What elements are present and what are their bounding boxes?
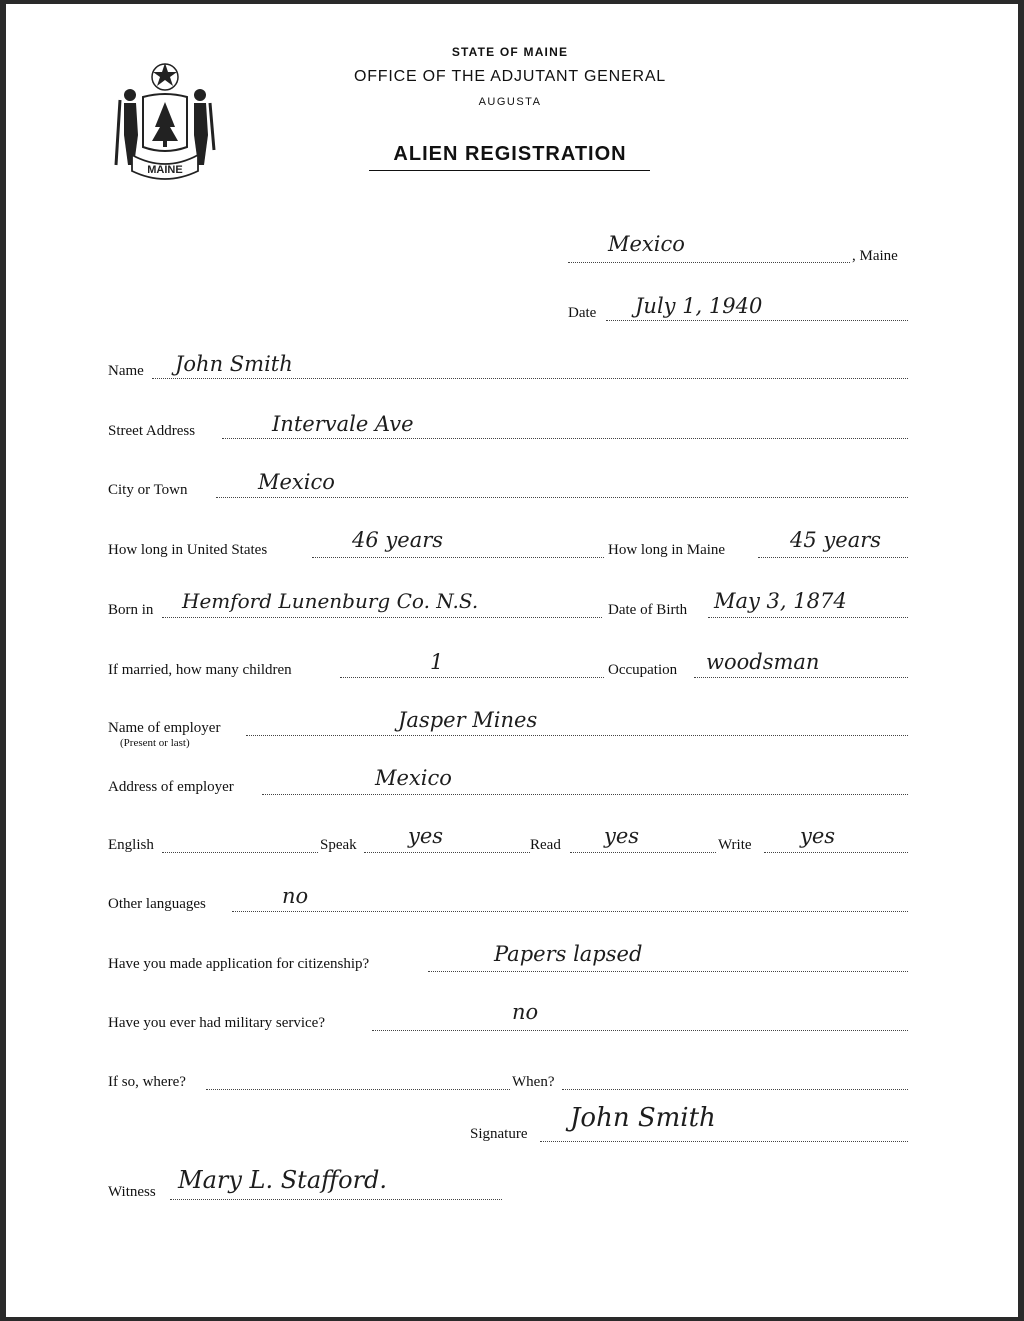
born-in-label: Born in bbox=[108, 602, 154, 618]
employer-address-value: Mexico bbox=[375, 766, 452, 790]
street-value: Intervale Ave bbox=[272, 412, 414, 436]
when-line bbox=[562, 1089, 908, 1090]
city-town-value: Mexico bbox=[258, 470, 335, 494]
document-page bbox=[6, 4, 1018, 1317]
header-office: OFFICE OF THE ADJUTANT GENERAL bbox=[353, 68, 667, 85]
city-town-line bbox=[216, 497, 908, 498]
date-label: Date bbox=[568, 305, 597, 321]
occupation-value: woodsman bbox=[706, 650, 820, 674]
witness-line bbox=[170, 1199, 502, 1200]
employer-name-label: Name of employer bbox=[108, 720, 221, 736]
born-in-line bbox=[162, 617, 602, 618]
speak-label: Speak bbox=[320, 837, 357, 853]
how-long-maine-value: 45 years bbox=[790, 528, 882, 552]
english-label: English bbox=[108, 837, 154, 853]
speak-line bbox=[364, 852, 530, 853]
citizenship-value: Papers lapsed bbox=[494, 942, 643, 966]
date-line bbox=[606, 320, 908, 321]
name-label: Name bbox=[108, 363, 144, 379]
military-line bbox=[372, 1030, 908, 1031]
witness-value: Mary L. Stafford. bbox=[178, 1166, 388, 1194]
date-of-birth-label: Date of Birth bbox=[608, 602, 688, 618]
read-line bbox=[570, 852, 716, 853]
maine-label: , Maine bbox=[852, 248, 898, 264]
how-long-us-value: 46 years bbox=[352, 528, 444, 552]
employer-name-line bbox=[246, 735, 908, 736]
where-label: If so, where? bbox=[108, 1074, 186, 1090]
how-long-maine-line bbox=[758, 557, 908, 558]
town-value: Mexico bbox=[608, 232, 685, 256]
header-city: AUGUSTA bbox=[478, 96, 542, 108]
signature-line bbox=[540, 1141, 908, 1142]
children-label: If married, how many children bbox=[108, 662, 292, 678]
city-town-label: City or Town bbox=[108, 482, 188, 498]
occupation-line bbox=[694, 677, 908, 678]
how-long-us-label: How long in United States bbox=[108, 542, 268, 558]
form-title: ALIEN REGISTRATION bbox=[393, 143, 627, 165]
write-value: yes bbox=[800, 824, 836, 848]
street-line bbox=[222, 438, 908, 439]
street-label: Street Address bbox=[108, 423, 196, 439]
signature-label: Signature bbox=[470, 1126, 528, 1142]
date-of-birth-value: May 3, 1874 bbox=[714, 589, 847, 613]
how-long-us-line bbox=[312, 557, 604, 558]
witness-label: Witness bbox=[108, 1184, 156, 1200]
seal-banner-text: MAINE bbox=[147, 164, 183, 176]
other-languages-value: no bbox=[282, 884, 309, 908]
read-value: yes bbox=[604, 824, 640, 848]
signature-value: John Smith bbox=[570, 1103, 716, 1133]
english-line bbox=[162, 852, 318, 853]
military-label: Have you ever had military service? bbox=[108, 1015, 325, 1031]
citizenship-label: Have you made application for citizenship? bbox=[108, 956, 370, 972]
read-label: Read bbox=[530, 837, 561, 853]
other-languages-label: Other languages bbox=[108, 896, 206, 912]
write-line bbox=[764, 852, 908, 853]
occupation-label: Occupation bbox=[608, 662, 678, 678]
town-line bbox=[568, 262, 850, 263]
where-line bbox=[206, 1089, 510, 1090]
name-line bbox=[152, 378, 908, 379]
name-value: John Smith bbox=[175, 352, 293, 376]
date-of-birth-line bbox=[708, 617, 908, 618]
when-label: When? bbox=[512, 1074, 555, 1090]
children-line bbox=[340, 677, 604, 678]
employer-address-line bbox=[262, 794, 908, 795]
employer-name-note: (Present or last) bbox=[120, 737, 190, 749]
date-value: July 1, 1940 bbox=[635, 294, 763, 318]
other-languages-line bbox=[232, 911, 908, 912]
children-value: 1 bbox=[430, 650, 444, 674]
born-in-value: Hemford Lunenburg Co. N.S. bbox=[182, 589, 479, 613]
header-state: STATE OF MAINE bbox=[451, 45, 569, 59]
write-label: Write bbox=[718, 837, 752, 853]
title-underline bbox=[369, 170, 650, 171]
citizenship-line bbox=[428, 971, 908, 972]
how-long-maine-label: How long in Maine bbox=[608, 542, 726, 558]
military-value: no bbox=[512, 1000, 539, 1024]
employer-address-label: Address of employer bbox=[108, 779, 234, 795]
employer-name-value: Jasper Mines bbox=[398, 708, 538, 732]
speak-value: yes bbox=[408, 824, 444, 848]
